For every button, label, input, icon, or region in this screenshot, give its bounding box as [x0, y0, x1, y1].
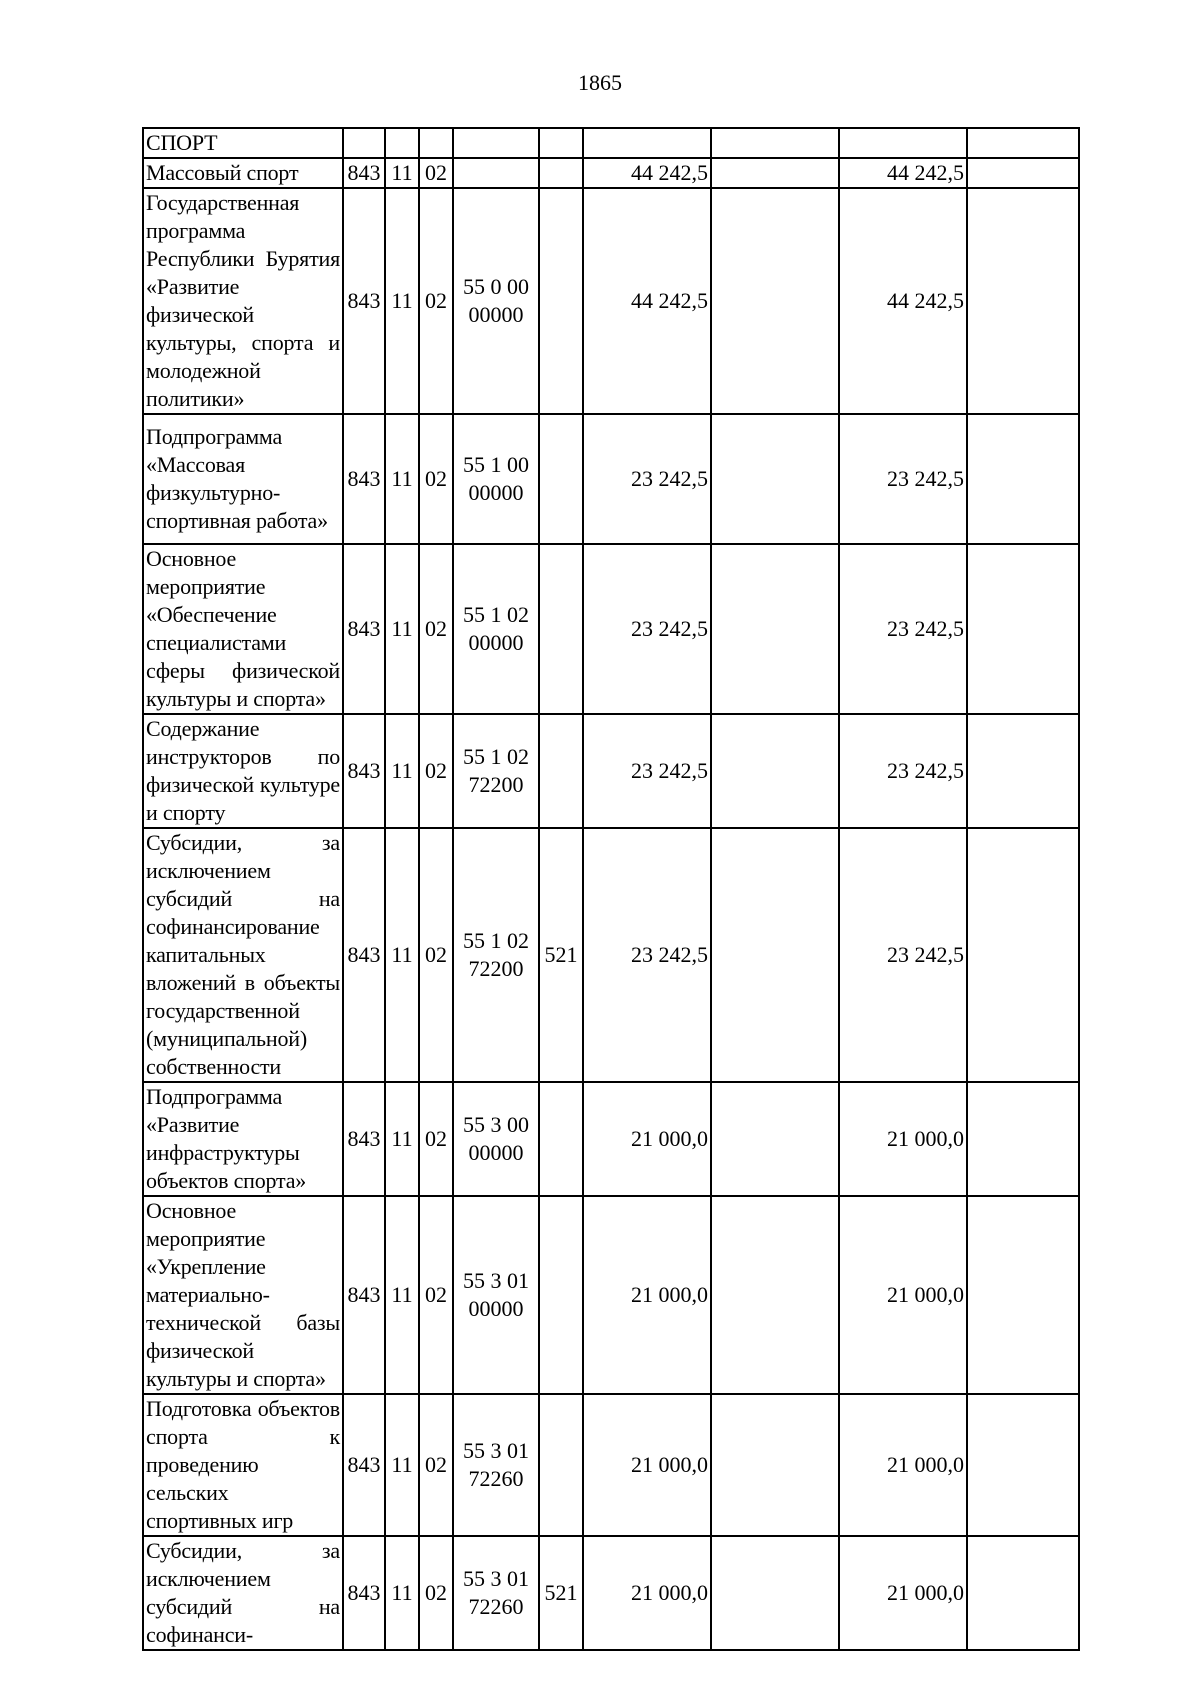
- table-row: [143, 158, 1079, 188]
- gr-code-cell: 843: [343, 1536, 385, 1650]
- amount-cell-3: 21 000,0: [839, 1196, 967, 1394]
- pr-code-cell: [419, 128, 453, 158]
- csr-code-cell: [453, 1196, 539, 1394]
- csr-code-cell: [453, 1536, 539, 1650]
- csr-code-cell: [453, 188, 539, 414]
- pr-code-cell: 02: [419, 828, 453, 1082]
- amount-cell-3: 21 000,0: [839, 1394, 967, 1536]
- amount-cell-4: [967, 714, 1079, 828]
- table-row: [143, 414, 1079, 544]
- csr-code-line-2: 72260: [468, 1466, 524, 1491]
- budget-table: [142, 127, 1080, 1651]
- vr-code-cell: 521: [539, 828, 583, 1082]
- row-name-cell: Государственная программа Республики Бурятия «Развитие физической культуры, спорта и молодежной политики»: [143, 188, 343, 414]
- vr-code-cell: [539, 158, 583, 188]
- amount-cell-4: [967, 1196, 1079, 1394]
- row-name-cell: СПОРТ: [143, 128, 343, 158]
- vr-code-cell: [539, 714, 583, 828]
- rz-code-cell: 11: [385, 1536, 419, 1650]
- csr-code-cell: [453, 128, 539, 158]
- table-row: [143, 544, 1079, 714]
- csr-code-cell: [453, 828, 539, 1082]
- rz-code-cell: 11: [385, 414, 419, 544]
- row-name-cell: Содержание инструкторов по физической культуре и спорту: [143, 714, 343, 828]
- amount-cell-3: 44 242,5: [839, 158, 967, 188]
- csr-code-cell: [453, 544, 539, 714]
- amount-cell-4: [967, 1536, 1079, 1650]
- row-name-cell: Основное мероприятие «Обеспечение специалистами сферы физической культуры и спорта»: [143, 544, 343, 714]
- gr-code-cell: 843: [343, 158, 385, 188]
- csr-code-line-2: 00000: [468, 1140, 524, 1165]
- pr-code-cell: 02: [419, 158, 453, 188]
- rz-code-cell: 11: [385, 544, 419, 714]
- table-row: [143, 714, 1079, 828]
- vr-code-cell: [539, 414, 583, 544]
- amount-cell-2: [711, 128, 839, 158]
- amount-cell-3: 21 000,0: [839, 1536, 967, 1650]
- amount-cell-2: [711, 714, 839, 828]
- amount-cell-3: 44 242,5: [839, 188, 967, 414]
- amount-cell-1: 23 242,5: [583, 414, 711, 544]
- table-row: [143, 128, 1079, 158]
- amount-cell-2: [711, 544, 839, 714]
- pr-code-cell: 02: [419, 714, 453, 828]
- amount-cell-3: 21 000,0: [839, 1082, 967, 1196]
- vr-code-cell: [539, 188, 583, 414]
- amount-cell-4: [967, 544, 1079, 714]
- rz-code-cell: 11: [385, 1394, 419, 1536]
- csr-code-line-1: 55 3 01: [463, 1566, 529, 1591]
- amount-cell-2: [711, 1196, 839, 1394]
- csr-code-cell: [453, 1394, 539, 1536]
- table-body: [143, 128, 1079, 1650]
- row-name-cell: Подпрограмма «Развитие инфраструктуры объектов спорта»: [143, 1082, 343, 1196]
- table-row: [143, 1082, 1079, 1196]
- csr-code-line-1: 55 1 02: [463, 928, 529, 953]
- gr-code-cell: 843: [343, 544, 385, 714]
- amount-cell-1: 23 242,5: [583, 828, 711, 1082]
- pr-code-cell: 02: [419, 1536, 453, 1650]
- amount-cell-2: [711, 158, 839, 188]
- csr-code-line-1: 55 0 00: [463, 274, 529, 299]
- csr-code-cell: [453, 1082, 539, 1196]
- csr-code-line-1: 55 3 00: [463, 1112, 529, 1137]
- csr-code-line-1: 55 1 02: [463, 602, 529, 627]
- csr-code-cell: [453, 714, 539, 828]
- gr-code-cell: 843: [343, 714, 385, 828]
- amount-cell-2: [711, 828, 839, 1082]
- pr-code-cell: 02: [419, 188, 453, 414]
- csr-code-line-1: 55 1 02: [463, 744, 529, 769]
- amount-cell-4: [967, 128, 1079, 158]
- amount-cell-1: 21 000,0: [583, 1394, 711, 1536]
- amount-cell-3: 23 242,5: [839, 714, 967, 828]
- gr-code-cell: 843: [343, 1394, 385, 1536]
- pr-code-cell: 02: [419, 544, 453, 714]
- rz-code-cell: 11: [385, 714, 419, 828]
- amount-cell-4: [967, 1082, 1079, 1196]
- csr-code-line-2: 72200: [468, 772, 524, 797]
- csr-code-line-2: 72260: [468, 1594, 524, 1619]
- amount-cell-2: [711, 414, 839, 544]
- amount-cell-4: [967, 158, 1079, 188]
- csr-code-line-2: 00000: [468, 480, 524, 505]
- amount-cell-3: [839, 128, 967, 158]
- amount-cell-4: [967, 1394, 1079, 1536]
- vr-code-cell: [539, 544, 583, 714]
- amount-cell-1: 21 000,0: [583, 1082, 711, 1196]
- csr-code-cell: [453, 414, 539, 544]
- table-row: [143, 188, 1079, 414]
- pr-code-cell: 02: [419, 1082, 453, 1196]
- row-name-cell: Основное мероприятие «Укрепление материально-технической базы физической культуры и спорта»: [143, 1196, 343, 1394]
- row-name-cell: Подготовка объектов спорта к проведению сельских спортивных игр: [143, 1394, 343, 1536]
- amount-cell-3: 23 242,5: [839, 828, 967, 1082]
- amount-cell-3: 23 242,5: [839, 544, 967, 714]
- csr-code-line-1: 55 3 01: [463, 1268, 529, 1293]
- vr-code-cell: [539, 1196, 583, 1394]
- amount-cell-3: 23 242,5: [839, 414, 967, 544]
- gr-code-cell: 843: [343, 1082, 385, 1196]
- amount-cell-4: [967, 828, 1079, 1082]
- amount-cell-1: 44 242,5: [583, 158, 711, 188]
- amount-cell-1: 23 242,5: [583, 544, 711, 714]
- rz-code-cell: 11: [385, 1196, 419, 1394]
- row-name-cell: Массовый спорт: [143, 158, 343, 188]
- amount-cell-2: [711, 188, 839, 414]
- amount-cell-2: [711, 1536, 839, 1650]
- rz-code-cell: 11: [385, 828, 419, 1082]
- csr-code-line-2: 00000: [468, 302, 524, 327]
- rz-code-cell: 11: [385, 158, 419, 188]
- vr-code-cell: [539, 1082, 583, 1196]
- page-number: 1865: [578, 70, 622, 95]
- gr-code-cell: 843: [343, 1196, 385, 1394]
- csr-code-cell: [453, 158, 539, 188]
- amount-cell-4: [967, 414, 1079, 544]
- row-name-cell: Подпрограмма «Массовая физкультурно-спортивная работа»: [143, 414, 343, 544]
- rz-code-cell: 11: [385, 188, 419, 414]
- row-name-cell: Субсидии, за исключением субсидий на софинанси-: [143, 1536, 343, 1650]
- pr-code-cell: 02: [419, 414, 453, 544]
- gr-code-cell: 843: [343, 828, 385, 1082]
- amount-cell-2: [711, 1394, 839, 1536]
- table-row: [143, 1394, 1079, 1536]
- amount-cell-1: 23 242,5: [583, 714, 711, 828]
- csr-code-line-2: 00000: [468, 1296, 524, 1321]
- gr-code-cell: 843: [343, 188, 385, 414]
- rz-code-cell: 11: [385, 1082, 419, 1196]
- table-row: [143, 828, 1079, 1082]
- csr-code-line-1: 55 1 00: [463, 452, 529, 477]
- amount-cell-4: [967, 188, 1079, 414]
- pr-code-cell: 02: [419, 1394, 453, 1536]
- amount-cell-1: 21 000,0: [583, 1536, 711, 1650]
- vr-code-cell: [539, 128, 583, 158]
- csr-code-line-2: 00000: [468, 630, 524, 655]
- vr-code-cell: 521: [539, 1536, 583, 1650]
- rz-code-cell: [385, 128, 419, 158]
- csr-code-line-1: 55 3 01: [463, 1438, 529, 1463]
- table-row: [143, 1196, 1079, 1394]
- amount-cell-1: [583, 128, 711, 158]
- amount-cell-2: [711, 1082, 839, 1196]
- csr-code-line-2: 72200: [468, 956, 524, 981]
- gr-code-cell: [343, 128, 385, 158]
- amount-cell-1: 44 242,5: [583, 188, 711, 414]
- table-row: [143, 1536, 1079, 1650]
- gr-code-cell: 843: [343, 414, 385, 544]
- amount-cell-1: 21 000,0: [583, 1196, 711, 1394]
- pr-code-cell: 02: [419, 1196, 453, 1394]
- vr-code-cell: [539, 1394, 583, 1536]
- row-name-cell: Субсидии, за исключением субсидий на софинансирование капитальных вложений в объекты государственной (муниципальной) собственности: [143, 828, 343, 1082]
